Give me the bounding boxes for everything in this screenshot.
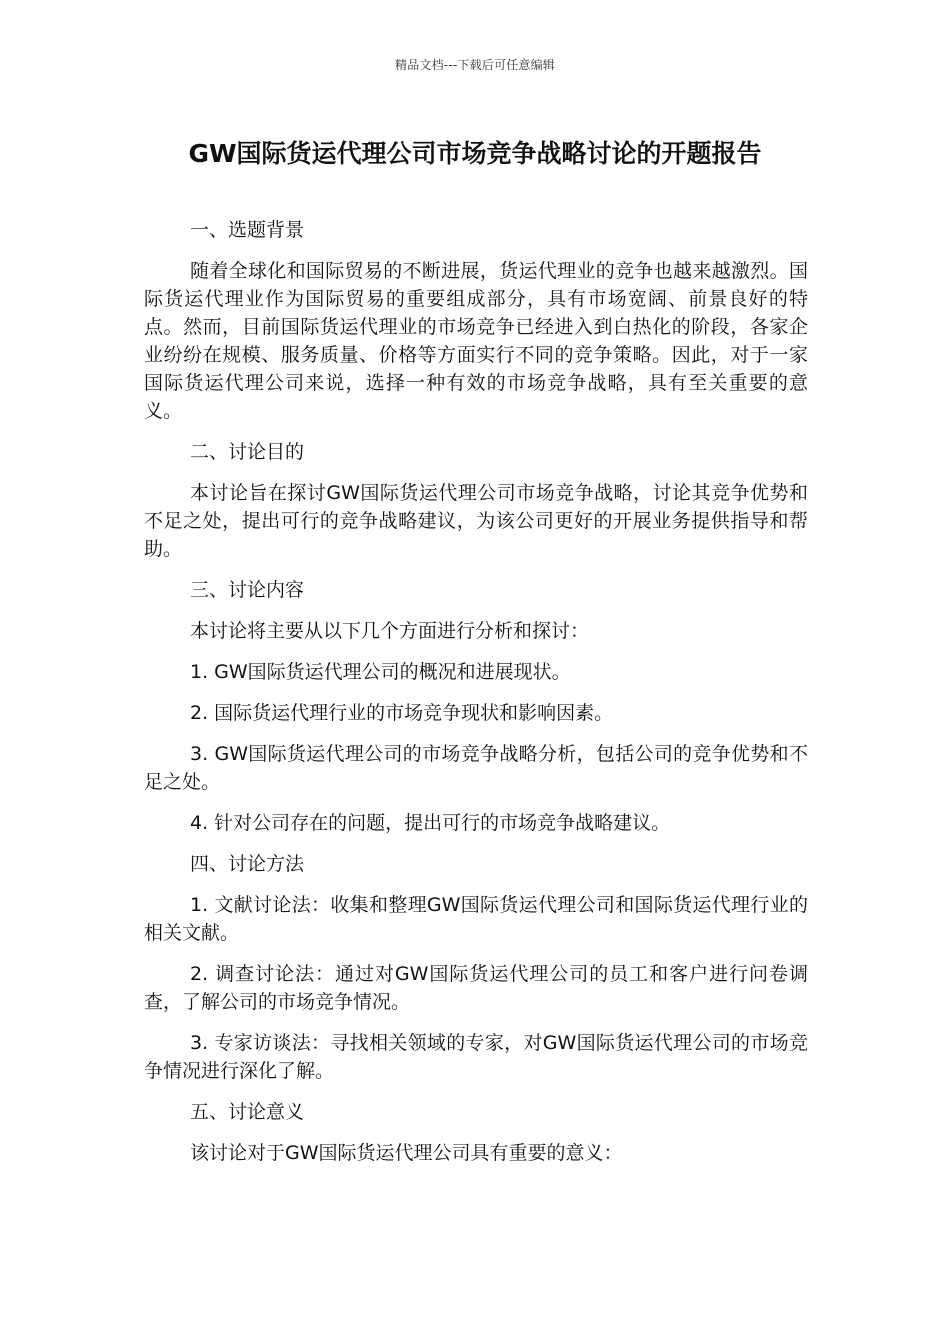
- list-item-content-1: 1. GW国际货运代理公司的概况和进展现状。: [190, 661, 571, 683]
- section-heading-significance: 五、讨论意义: [190, 1101, 305, 1123]
- list-item-content-3: 3. GW国际货运代理公司的市场竞争战略分析，包括公司的竞争优势和不足之处。: [144, 743, 808, 793]
- section-heading-methods: 四、讨论方法: [190, 853, 305, 875]
- paragraph-purpose: 本讨论旨在探讨GW国际货运代理公司市场竞争战略，讨论其竞争优势和不足之处，提出可行的竞争战略建议，为该公司更好的开展业务提供指导和帮助。: [144, 482, 808, 560]
- list-item-content-2: 2. 国际货运代理行业的市场竞争现状和影响因素。: [190, 702, 614, 724]
- section-heading-background: 一、选题背景: [190, 219, 305, 241]
- paragraph-significance: 该讨论对于GW国际货运代理公司具有重要的意义：: [190, 1142, 623, 1164]
- list-item-method-1: 1. 文献讨论法：收集和整理GW国际货运代理公司和国际货运代理行业的相关文献。: [144, 894, 808, 944]
- section-heading-purpose: 二、讨论目的: [190, 441, 305, 463]
- header-note: 精品文档---下载后可任意编辑: [395, 58, 555, 72]
- list-item-method-2: 2. 调查讨论法：通过对GW国际货运代理公司的员工和客户进行问卷调查，了解公司的市场竞争情况。: [144, 963, 808, 1013]
- document-title: GW国际货运代理公司市场竞争战略讨论的开题报告: [188, 139, 762, 168]
- document-body: [144, 216, 808, 1180]
- section-heading-content: 三、讨论内容: [190, 579, 305, 601]
- paragraph-background: 随着全球化和国际贸易的不断进展，货运代理业的竞争也越来越激烈。国际货运代理业作为国际贸易的重要组成部分，具有市场宽阔、前景良好的特点。然而，目前国际货运代理业的市场竞争已经进入到白热化的阶段，各家企业纷纷在规模、服务质量、价格等方面实行不同的竞争策略。因此，对于一家国际货运代理公司来说，选择一种有效的市场竞争战略，具有至关重要的意义。: [144, 260, 808, 422]
- list-item-content-4: 4. 针对公司存在的问题，提出可行的市场竞争战略建议。: [190, 812, 671, 834]
- paragraph-content-intro: 本讨论将主要从以下几个方面进行分析和探讨：: [190, 620, 590, 642]
- list-item-method-3: 3. 专家访谈法：寻找相关领域的专家，对GW国际货运代理公司的市场竞争情况进行深化了解。: [144, 1032, 808, 1082]
